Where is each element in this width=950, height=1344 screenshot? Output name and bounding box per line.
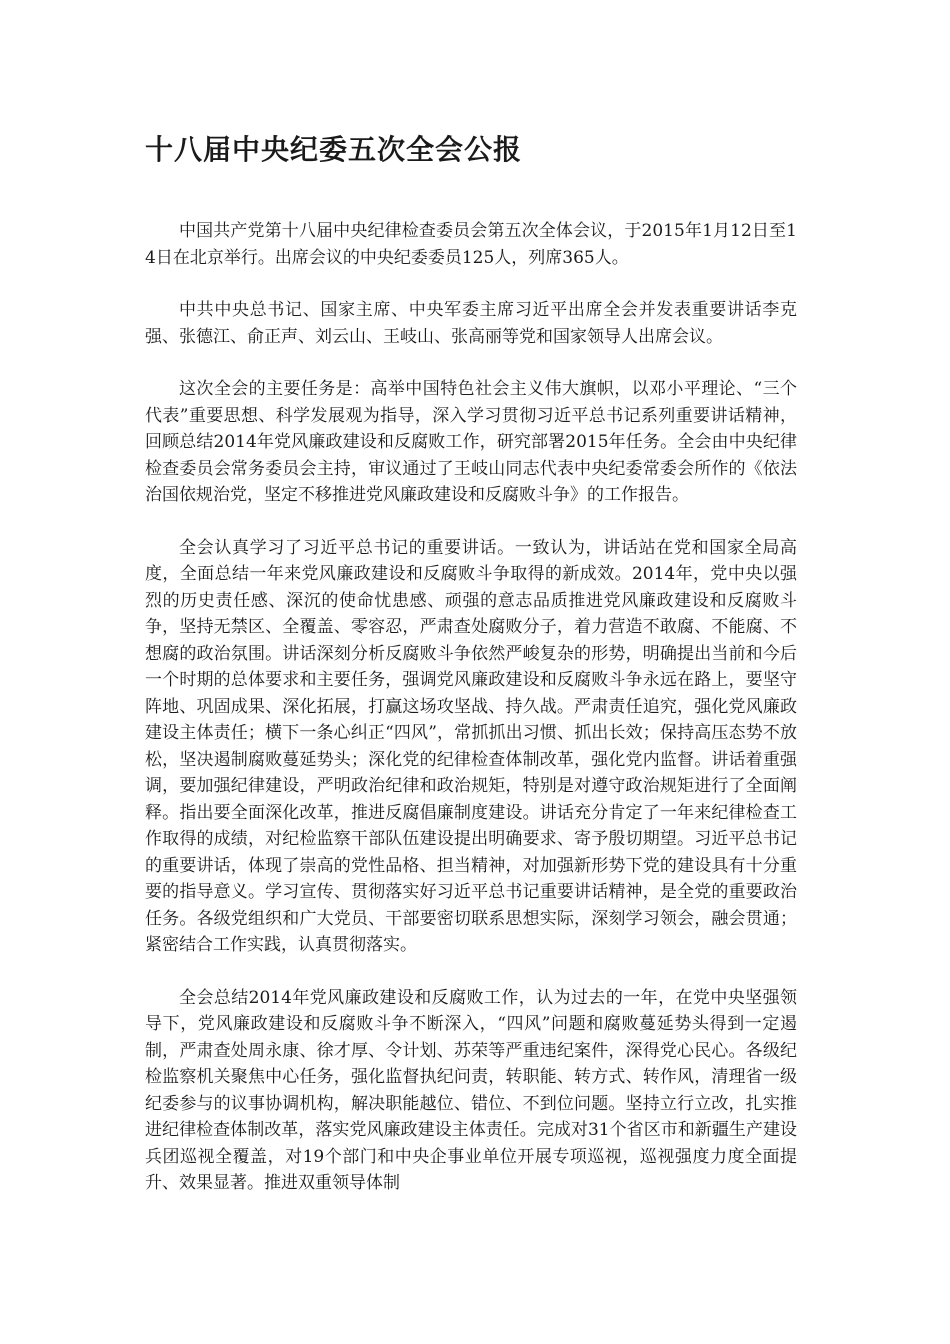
document-title: 十八届中央纪委五次全会公报 <box>145 133 523 166</box>
paragraph-4: 全会认真学习了习近平总书记的重要讲话。一致认为，讲话站在党和国家全局高度，全面总结一年来党风廉政建设和反腐败斗争取得的新成效。2014年，党中央以强烈的历史责任感、深沉的使命忧患感、顽强的意志品质推进党风廉政建设和反腐败斗争，坚持无禁区、全覆盖、零容忍，严肃查处腐败分子，着力营造不敢腐、不能腐、不想腐的政治氛围。讲话深刻分析反腐败斗争依然严峻复杂的形势，明确提出当前和今后一个时期的总体要求和主要任务，强调党风廉政建设和反腐败斗争永远在路上，要坚守阵地、巩固成果、深化拓展，打赢这场攻坚战、持久战。严肃责任追究，强化党风廉政建设主体责任；横下一条心纠正“四风”，常抓抓出习惯、抓出长效；保持高压态势不放松，坚决遏制腐败蔓延势头；深化党的纪律检查体制改革，强化党内监督。讲话着重强调，要加强纪律建设，严明政治纪律和政治规矩，特别是对遵守政治规矩进行了全面阐释。指出要全面深化改革，推进反腐倡廉制度建设。讲话充分肯定了一年来纪律检查工作取得的成绩，对纪检监察干部队伍建设提出明确要求、寄予殷切期望。习近平总书记的重要讲话，体现了崇高的党性品格、担当精神，对加强新形势下党的建设具有十分重要的指导意义。学习宣传、贯彻落实好习近平总书记重要讲话精神，是全党的重要政治任务。各级党组织和广大党员、干部要密切联系思想实际，深刻学习领会，融会贯通；紧密结合工作实践，认真贯彻落实。 <box>145 537 797 955</box>
paragraph-5: 全会总结2014年党风廉政建设和反腐败工作，认为过去的一年，在党中央坚强领导下，党风廉政建设和反腐败斗争不断深入，“四风”问题和腐败蔓延势头得到一定遏制，严肃查处周永康、徐才厚、令计划、苏荣等严重违纪案件，深得党心民心。各级纪检监察机关聚焦中心任务，强化监督执纪问责，转职能、转方式、转作风，清理省一级纪委参与的议事协调机构，解决职能越位、错位、不到位问题。坚持立行立改，扎实推进纪律检查体制改革，落实党风廉政建设主体责任。完成对31个省区市和新疆生产建设兵团巡视全覆盖，对19个部门和中央企事业单位开展专项巡视，巡视强度力度全面提升、效果显著。推进双重领导体制 <box>145 987 797 1193</box>
document-page <box>145 130 797 1223</box>
paragraph-3: 这次全会的主要任务是：高举中国特色社会主义伟大旗帜，以邓小平理论、“三个代表”重要思想、科学发展观为指导，深入学习贯彻习近平总书记系列重要讲话精神，回顾总结2014年党风廉政建设和反腐败工作，研究部署2015年任务。全会由中央纪律检查委员会常务委员会主持，审议通过了王岐山同志代表中央纪委常委会所作的《依法治国依规治党，坚定不移推进党风廉政建设和反腐败斗争》的工作报告。 <box>145 379 797 505</box>
paragraph-1: 中国共产党第十八届中央纪律检查委员会第五次全体会议，于2015年1月12日至14日在北京举行。出席会议的中央纪委委员125人，列席365人。 <box>145 221 797 268</box>
paragraph-2: 中共中央总书记、国家主席、中央军委主席习近平出席全会并发表重要讲话李克强、张德江、俞正声、刘云山、王岐山、张高丽等党和国家领导人出席会议。 <box>145 300 797 347</box>
